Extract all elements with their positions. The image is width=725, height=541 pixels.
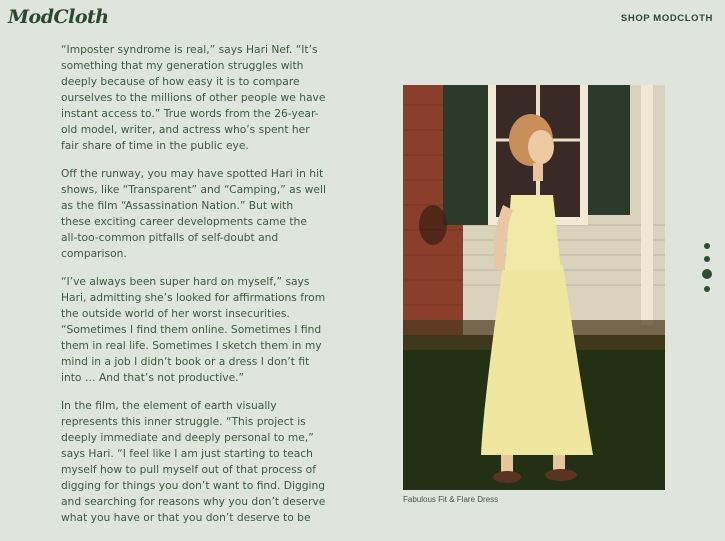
pagination-dot-active[interactable]: [702, 269, 712, 279]
article-paragraph: “Imposter syndrome is real,” says Hari Nef. “It’s something that my generation struggles with deeply because of how easy it is to compare ourselves to the millions of other people we have instant access to.” True words from the 26-year-old model, writer, and actress who’s spent her fair share of time in the public eye.: [61, 43, 326, 152]
article-paragraph: In the film, the element of earth visually represents this inner struggle. “This project is deeply immediate and deeply personal to me,” says Hari. “I feel like I am just starting to teach myself how to pull myself out of that process of digging for things you don’t want to find. Digging and searching for reasons why you don’t deserve what you have or that you don’t deserve to be: [61, 399, 326, 524]
left-shutter: [443, 85, 488, 225]
article-paragraph: Off the runway, you may have spotted Hari in hit shows, like “Transparent” and “Camping,” as well as the film “Assassination Nation.” But with these exciting career developments came the all-too-common pitfalls of self-doubt and comparison.: [61, 167, 326, 260]
shop-modcloth-link[interactable]: SHOP MODCLOTH: [620, 13, 713, 24]
right-shutter: [588, 85, 630, 215]
modcloth-logo[interactable]: ModCloth: [8, 6, 109, 28]
pagination-dot[interactable]: [704, 286, 710, 292]
dress-photo: [403, 85, 665, 490]
pagination-dot[interactable]: [704, 243, 710, 249]
article-paragraph: “I’ve always been super hard on myself,” says Hari, admitting she’s looked for affirmations from the outside world of her worst insecurities. “Sometimes I find them online. Sometimes I find them in real life. Sometimes I sketch them in my mind in a job I didn’t book or a dress I don’t fit into … And that’s not productive.”: [61, 275, 326, 384]
slide-pagination[interactable]: [700, 243, 714, 299]
pagination-dot[interactable]: [704, 256, 710, 262]
photo-caption: Fabulous Fit & Flare Dress: [403, 495, 499, 504]
article-body: [61, 42, 326, 538]
